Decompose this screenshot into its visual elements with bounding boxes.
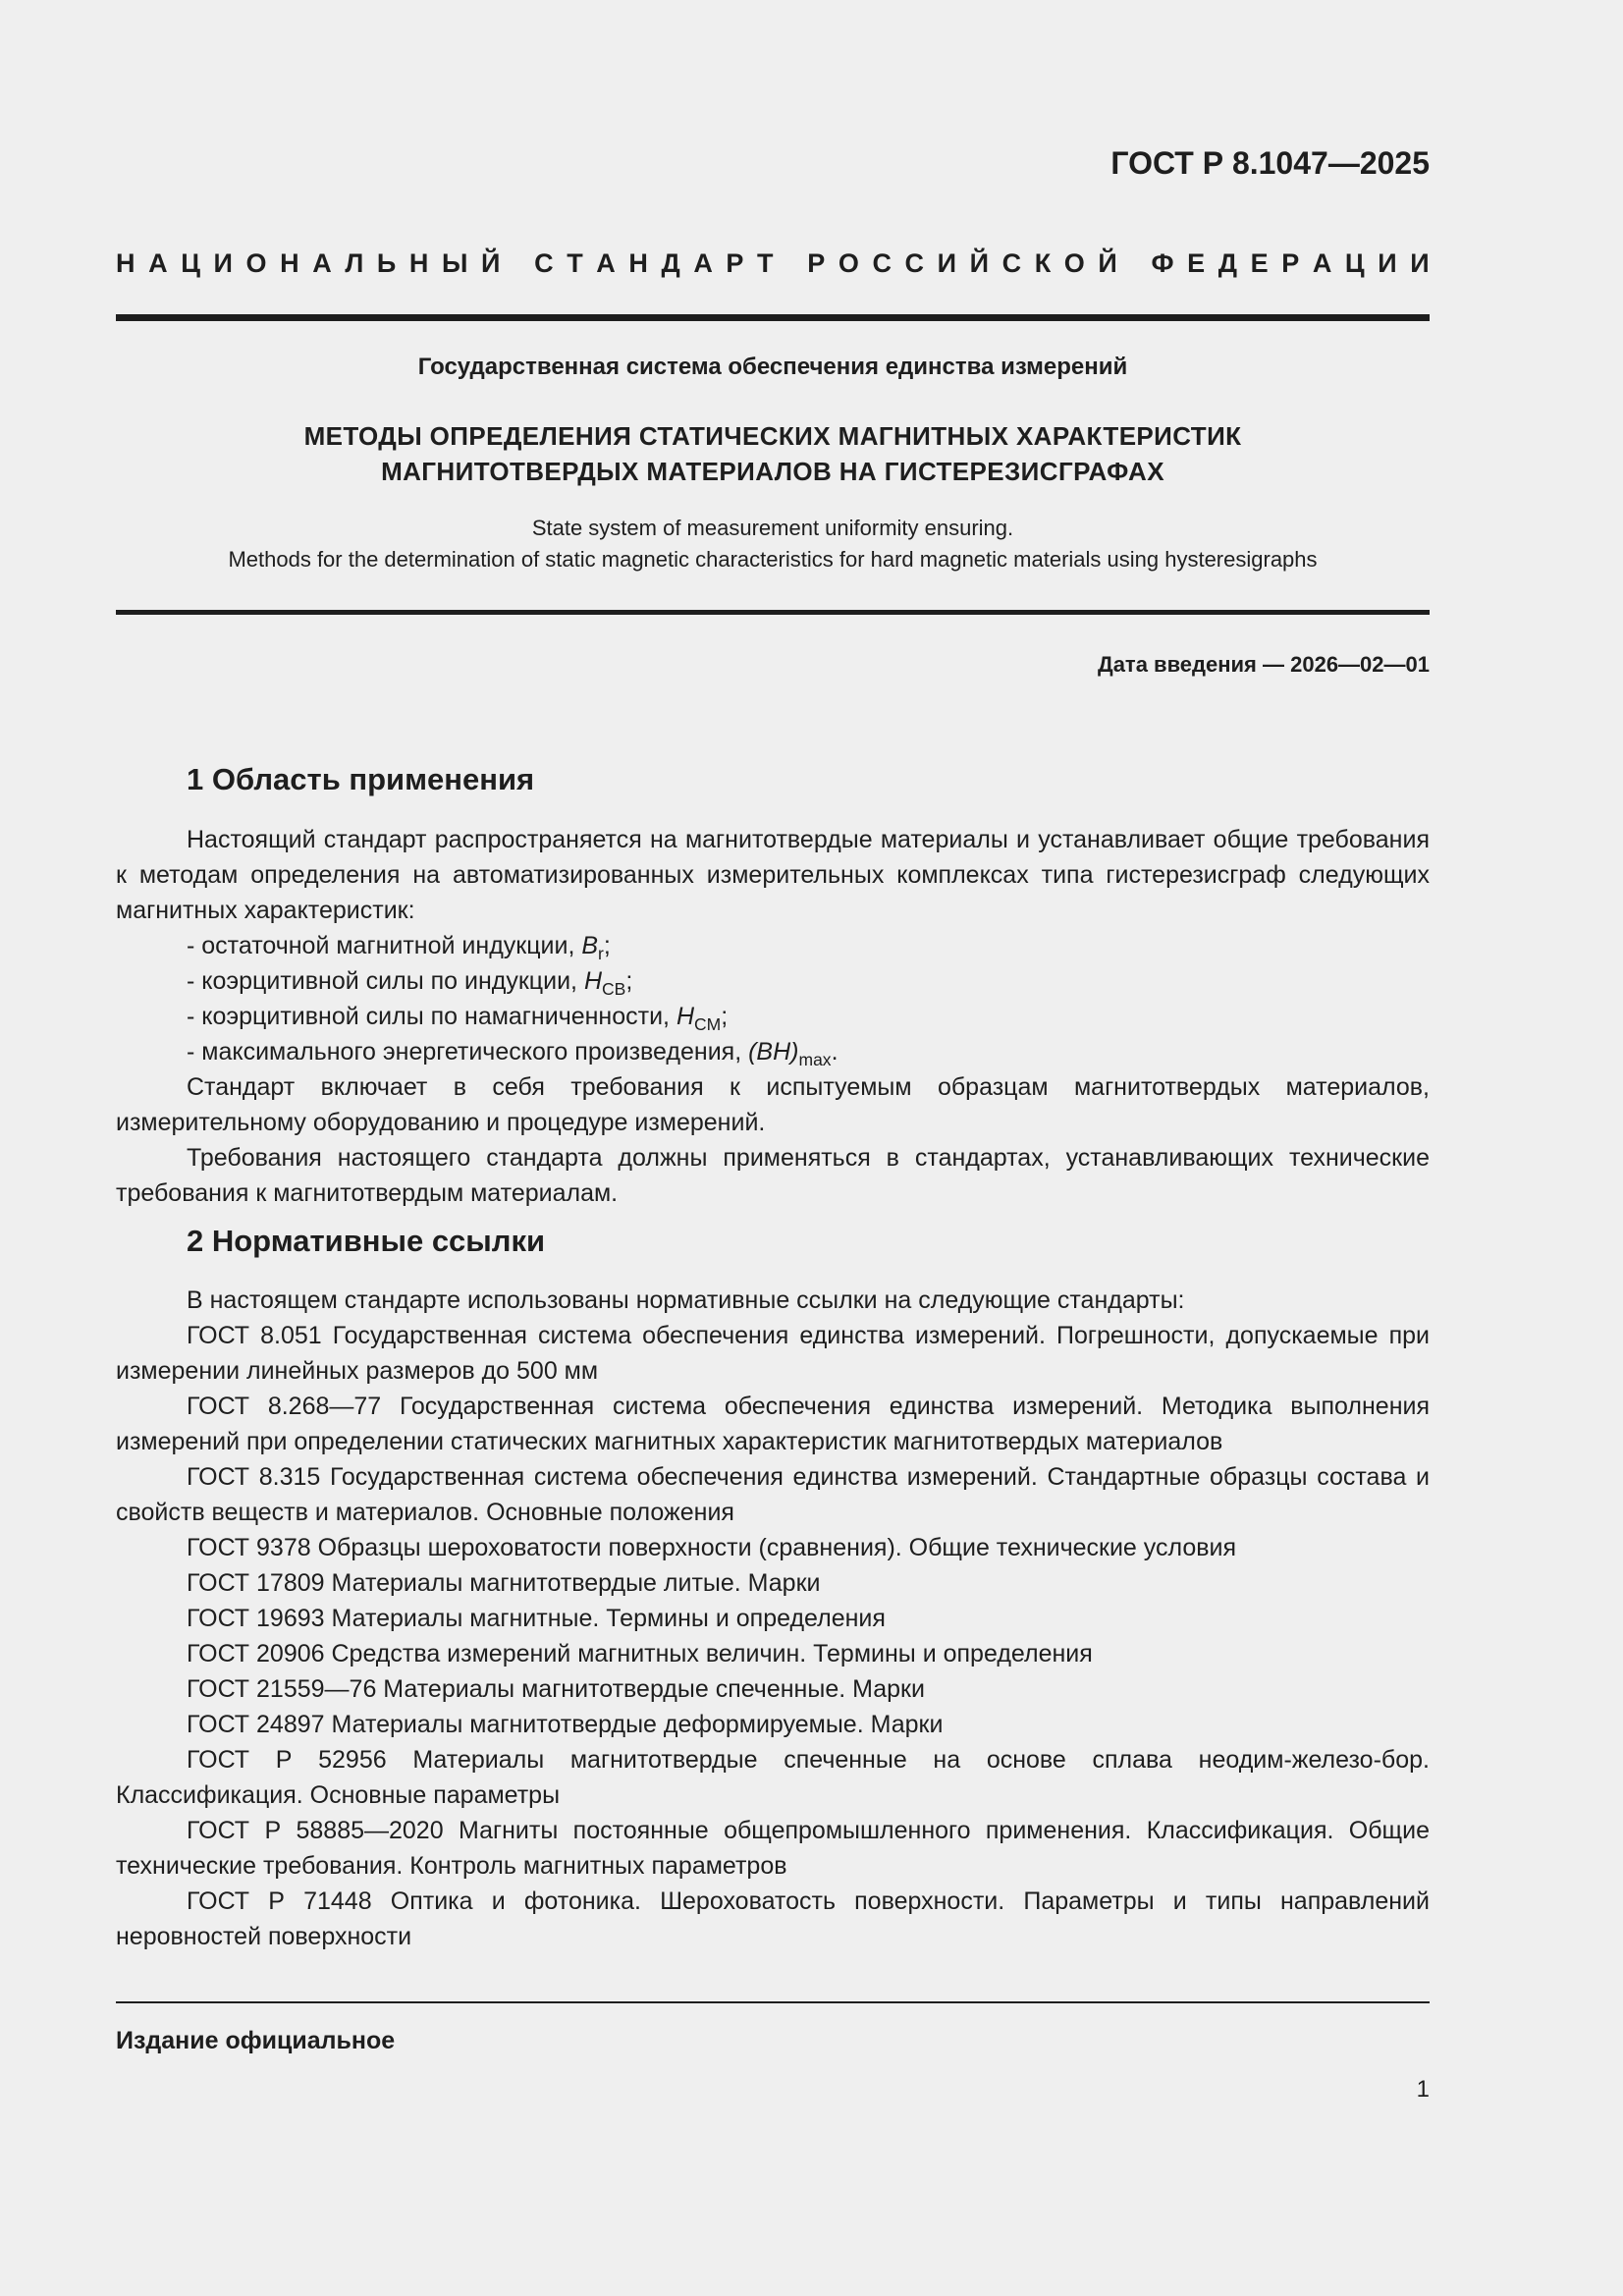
title-letter: Й xyxy=(969,248,990,278)
reference-item: ГОСТ 8.315 Государственная система обеспечения единства измерений. Стандартные образцы состава и свойств веществ и материалов. Основные положения xyxy=(116,1463,1430,1526)
section-1-paragraph: Настоящий стандарт распространяется на магнитотвердые материалы и устанавливает общие требования к методам определения на автоматизированных измерительных комплексах типа гистерезисграф следующих магнитных характеристик: xyxy=(116,826,1430,924)
title-letter: Т xyxy=(567,248,583,278)
title-letter: Р xyxy=(807,248,826,278)
section-2-body xyxy=(116,1283,1430,1954)
title-letter xyxy=(786,248,794,279)
title-letter: А xyxy=(693,248,713,278)
section-2-heading: 2 Нормативные ссылки xyxy=(187,1224,546,1258)
title-letter: О xyxy=(1063,248,1085,278)
section-1-body xyxy=(116,822,1430,1211)
main-title-line1: МЕТОДЫ ОПРЕДЕЛЕНИЯ СТАТИЧЕСКИХ МАГНИТНЫХ ХАРАКТЕРИСТИК xyxy=(303,421,1242,451)
official-edition-label: Издание официальное xyxy=(116,2027,396,2054)
national-standard-title xyxy=(116,248,1430,279)
reference-item: ГОСТ 19693 Материалы магнитные. Термины и определения xyxy=(187,1605,886,1632)
section-1-paragraph: Стандарт включает в себя требования к испытуемым образцам магнитотвердых материалов, измерительному оборудованию и процедуре измерений. xyxy=(116,1073,1430,1136)
symbol: (BH) xyxy=(748,1038,799,1066)
main-title-line2: МАГНИТОТВЕРДЫХ МАТЕРИАЛОВ НА ГИСТЕРЕЗИСГРАФАХ xyxy=(381,457,1164,486)
title-letter: К xyxy=(1034,248,1052,278)
title-letter: Н xyxy=(280,248,299,278)
reference-item: ГОСТ 8.051 Государственная система обеспечения единства измерений. Погрешности, допускаемые при измерении линейных размеров до 500 мм xyxy=(116,1322,1430,1385)
symbol: H xyxy=(583,967,603,995)
reference-item: ГОСТ 21559—76 Материалы магнитотвердые спеченные. Марки xyxy=(187,1675,925,1703)
title-letter: С xyxy=(872,248,892,278)
title-letter: Е xyxy=(1250,248,1269,278)
title-letter: С xyxy=(1001,248,1022,278)
section-2-intro: В настоящем стандарте использованы нормативные ссылки на следующие стандарты: xyxy=(187,1286,1185,1314)
footer-rule xyxy=(116,2001,1430,2003)
intro-date: Дата введения — 2026—02—01 xyxy=(1098,652,1430,677)
english-title-line1: State system of measurement uniformity ensuring. xyxy=(531,516,1014,540)
title-letter xyxy=(1130,248,1138,279)
title-letter: И xyxy=(1378,248,1397,278)
list-item: - остаточной магнитной индукции, $B_r$; xyxy=(187,932,611,963)
reference-item: ГОСТ 17809 Материалы магнитотвердые литые. Марки xyxy=(187,1569,821,1597)
title-letter: Ф xyxy=(1151,248,1174,278)
title-letter: А xyxy=(148,248,168,278)
reference-item: ГОСТ 24897 Материалы магнитотвердые деформируемые. Марки xyxy=(187,1711,944,1738)
title-letter: Ы xyxy=(441,248,468,278)
title-letter: Т xyxy=(757,248,774,278)
title-letter: А xyxy=(596,248,616,278)
title-letter: А xyxy=(312,248,332,278)
title-letter: Н xyxy=(116,248,135,278)
symbol-subscript: r xyxy=(598,944,604,963)
characteristics-list xyxy=(116,928,1430,1069)
title-letter: Р xyxy=(726,248,744,278)
main-title xyxy=(116,418,1430,489)
title-letter: Ц xyxy=(181,248,200,278)
doc-number: ГОСТ Р 8.1047—2025 xyxy=(1110,145,1430,181)
title-letter: Ь xyxy=(376,248,397,278)
references-list xyxy=(116,1318,1430,1954)
title-letter: Л xyxy=(345,248,364,278)
list-item: - коэрцитивной силы по индукции, $H_{CB}$; xyxy=(187,967,633,999)
document-page xyxy=(116,0,1430,2296)
title-letter: Н xyxy=(408,248,429,278)
symbol: B xyxy=(581,932,599,959)
title-letter: О xyxy=(838,248,859,278)
title-letter: Н xyxy=(628,248,648,278)
series-title: Государственная система обеспечения единства измерений xyxy=(417,354,1128,380)
reference-item: ГОСТ 20906 Средства измерений магнитных величин. Термины и определения xyxy=(187,1640,1093,1667)
title-letter xyxy=(514,248,521,279)
english-title xyxy=(116,513,1430,575)
list-item: - максимального энергетического произведения, $(BH)_{max}$. xyxy=(187,1038,839,1069)
reference-item: ГОСТ Р 71448 Оптика и фотоника. Шероховатость поверхности. Параметры и типы направлений неровностей поверхности xyxy=(116,1887,1430,1950)
symbol-subscript: max xyxy=(798,1050,832,1069)
title-letter: С xyxy=(534,248,554,278)
title-letter: Й xyxy=(1098,248,1117,278)
list-item: - коэрцитивной силы по намагниченности, $H_{CM}$; xyxy=(187,1003,729,1034)
reference-item: ГОСТ Р 58885—2020 Магниты постоянные общепромышленного применения. Классификация. Общие технические требования. Контроль магнитных параметров xyxy=(116,1817,1430,1880)
title-letter: А xyxy=(1312,248,1332,278)
symbol: H xyxy=(676,1003,695,1030)
title-letter: Р xyxy=(1281,248,1300,278)
section-1-heading: 1 Область применения xyxy=(187,762,535,796)
title-letter: И xyxy=(937,248,957,278)
title-letter: Ц xyxy=(1344,248,1365,278)
section-1-paragraph: Требования настоящего стандарта должны применяться в стандартах, устанавливающих технические требования к магнитотвердым материалам. xyxy=(116,1144,1430,1207)
page-number: 1 xyxy=(1416,2076,1430,2103)
title-letter: И xyxy=(213,248,233,278)
symbol-subscript: CB xyxy=(602,979,626,999)
title-letter: Й xyxy=(480,248,501,278)
title-rule xyxy=(116,610,1430,615)
symbol-subscript: CM xyxy=(694,1014,722,1034)
title-letter: О xyxy=(245,248,267,278)
title-letter: С xyxy=(904,248,925,278)
english-title-line2: Methods for the determination of static magnetic characteristics for hard magnetic materials using hysteresigraphs xyxy=(228,547,1318,572)
title-letter: Д xyxy=(1217,248,1238,278)
title-letter: Е xyxy=(1187,248,1206,278)
reference-item: ГОСТ 8.268—77 Государственная система обеспечения единства измерений. Методика выполнения измерений при определении статических магнитных характеристик магнитотвердых материалов xyxy=(116,1393,1430,1455)
title-letter: И xyxy=(1410,248,1430,278)
reference-item: ГОСТ 9378 Образцы шероховатости поверхности (сравнения). Общие технические условия xyxy=(187,1534,1237,1561)
title-letter: Д xyxy=(661,248,680,278)
header-rule xyxy=(116,314,1430,321)
reference-item: ГОСТ Р 52956 Материалы магнитотвердые спеченные на основе сплава неодим-железо-бор. Классификация. Основные параметры xyxy=(116,1746,1430,1809)
